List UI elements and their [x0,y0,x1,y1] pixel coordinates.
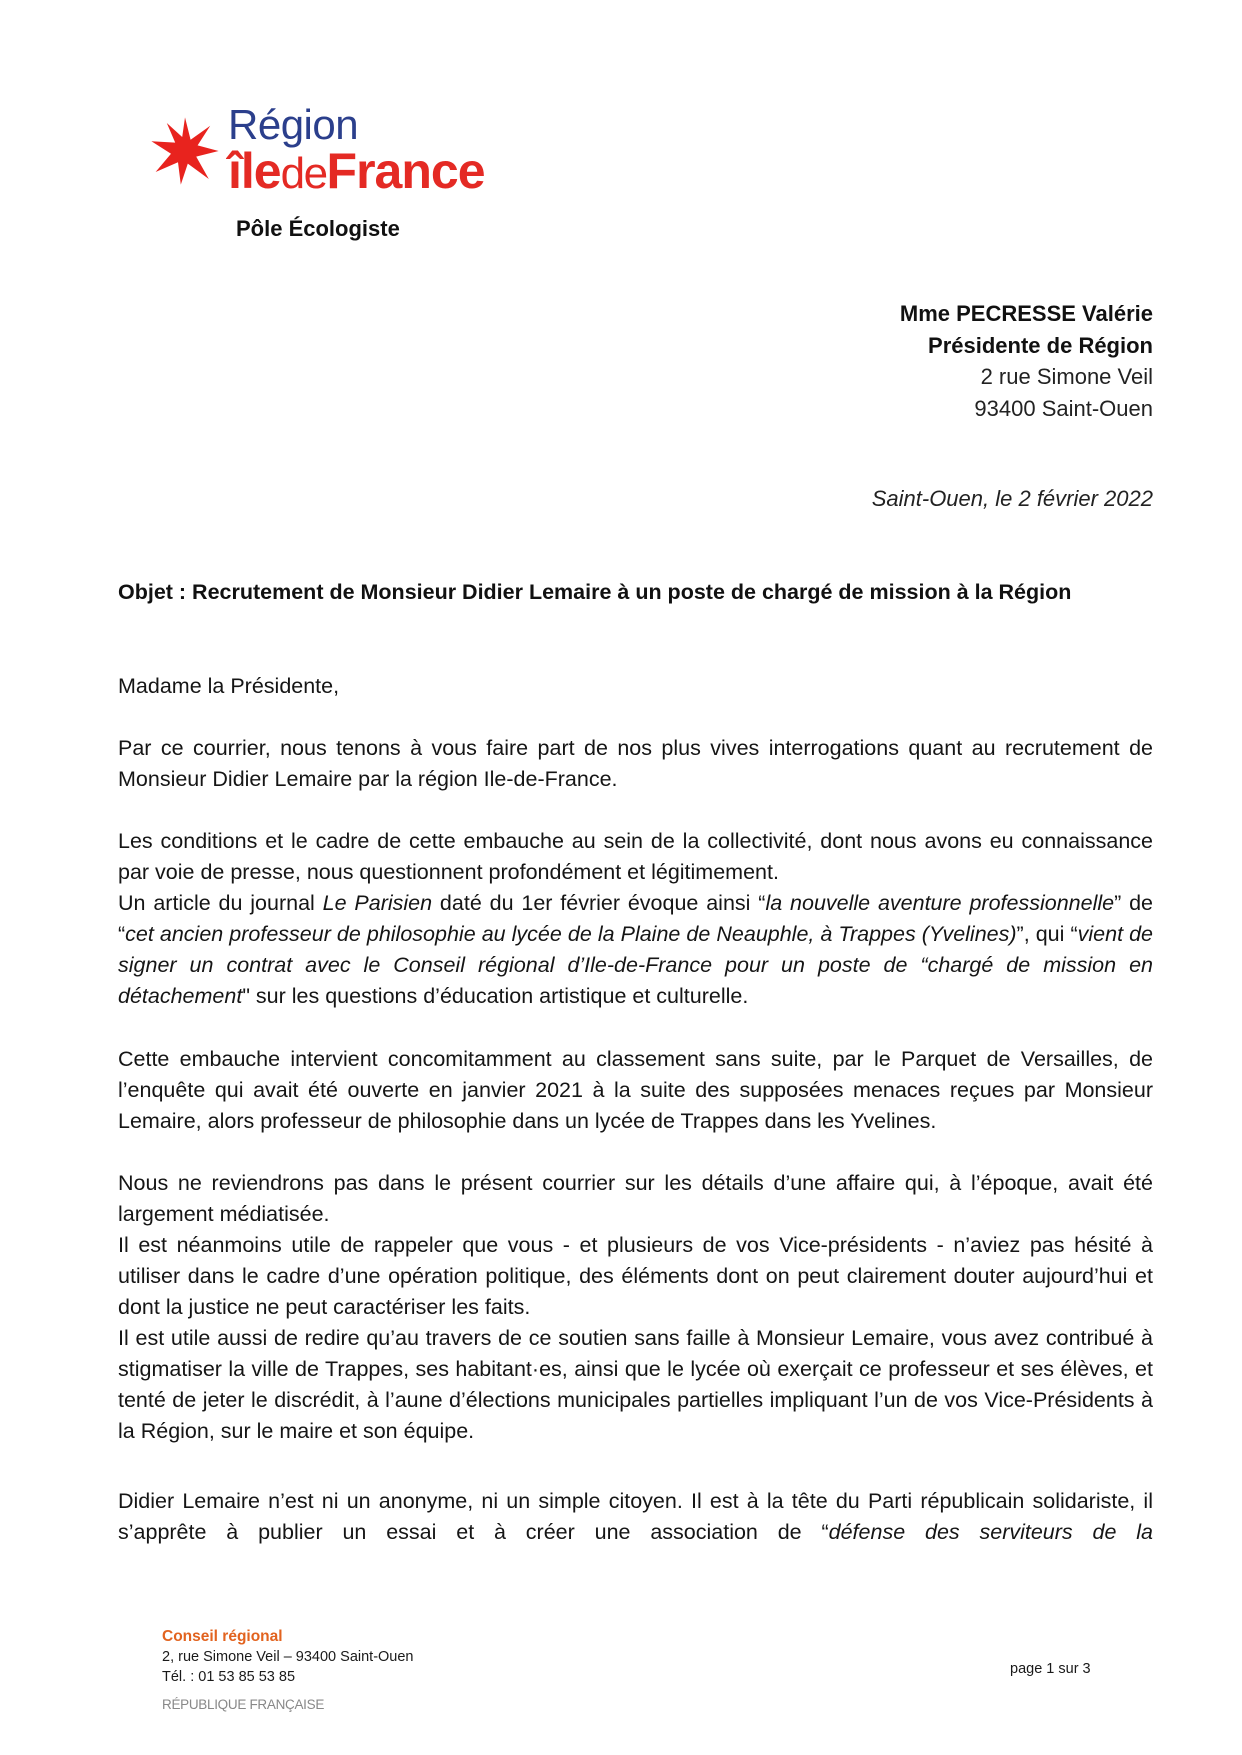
text-run: Un article du journal [118,891,323,915]
region-idf-logo [150,102,530,202]
text-run: " sur les questions d’éducation artistique et culturelle. [242,984,749,1008]
footer-address: 2, rue Simone Veil – 93400 Saint-Ouen [162,1649,414,1665]
page-indicator: page 1 sur 3 [1010,1661,1091,1677]
recipient-title: Présidente de Région [928,332,1153,358]
salutation: Madame la Présidente, [118,674,340,698]
paragraph-text: Les conditions et le cadre de cette embauche au sein de la collectivité, dont nous avons eu connaissance par voie de presse, nous questionnent profondément et légitimement. [118,829,1153,884]
logo-idf-text [228,144,485,201]
paragraph-text: Nous ne reviendrons pas dans le présent courrier sur les détails d’une affaire qui, à l’époque, avait été largement médiatisée. [118,1171,1153,1226]
text-run: Didier Lemaire n’est ni un anonyme, ni un simple citoyen. Il est à la tête du Parti républicain solidariste, il s’apprête à publier un essai et à créer une association de “ [118,1489,1153,1544]
newspaper-name: Le Parisien [322,891,433,915]
logo-ile: île [228,143,281,199]
paragraph-text: Cette embauche intervient concomitamment au classement sans suite, par le Parquet de Versailles, de l’enquête qui avait été ouverte en janvier 2021 à la suite des supposées menaces reçues par Monsieur Lemaire, alors professeur de philosophie dans un lycée de Trappes dans les Yvelines. [118,1047,1153,1133]
text-run: daté du 1er février évoque ainsi “ [432,891,766,915]
quote-text: défense des serviteurs de la [828,1520,1153,1544]
footer-republic: RÉPUBLIQUE FRANÇAISE [162,1697,325,1712]
text-run: ” de “ [118,891,1154,946]
text-run: ”, qui “ [1016,922,1078,946]
date-line: Saint-Ouen, le 2 février 2022 [871,486,1153,511]
footer-org-name: Conseil régional [162,1628,283,1645]
paragraph-1 [118,733,1153,795]
paragraph-text: Il est utile aussi de redire qu’au travers de ce soutien sans faille à Monsieur Lemaire, vous avez contribué à stigmatiser la ville de Trappes, ses habitant·es, ainsi que le lycée où exerçait ce professeur et ses élèves, et tenté de jeter le discrédit, à l’aune d’élections municipales partielles impliquant l’un de vos Vice-Présidents à la Région, sur le maire et son équipe. [118,1326,1153,1443]
quote-text: cet ancien professeur de philosophie au lycée de la Plaine de Neauphle, à Trappes (Yvelines) [125,922,1017,946]
recipient-address-line2: 93400 Saint-Ouen [974,395,1153,421]
paragraph-4 [118,1168,1153,1447]
paragraph-text-quote [118,888,1153,1012]
recipient-block [900,298,1153,424]
logo-region-text: Région [228,101,359,148]
paragraph-text [118,1486,1153,1548]
footer-contact [162,1627,414,1715]
subject-line: Objet : Recrutement de Monsieur Didier Lemaire à un poste de chargé de mission à la Région [118,580,1072,604]
quote-text: la nouvelle aventure professionnelle [765,891,1115,915]
paragraph-2 [118,826,1153,1012]
logo-de: de [280,149,327,198]
logo-france: France [326,143,485,199]
star-icon [150,116,220,186]
group-name: Pôle Écologiste [236,216,400,241]
recipient-address-line1: 2 rue Simone Veil [980,364,1153,389]
quote-text: vient de signer un contrat avec le Conseil régional d’Ile-de-France pour un poste de “chargé de mission en détachement [118,922,1153,1008]
recipient-name: Mme PECRESSE Valérie [899,301,1153,326]
footer-phone: Tél. : 01 53 85 53 85 [162,1669,296,1685]
paragraph-3 [118,1044,1153,1137]
paragraph-text: Par ce courrier, nous tenons à vous faire part de nos plus vives interrogations quant au recrutement de Monsieur Didier Lemaire par la région Ile-de-France. [118,736,1153,791]
paragraph-text: Il est néanmoins utile de rappeler que vous - et plusieurs de vos Vice-présidents - n’aviez pas hésité à utiliser dans le cadre d’une opération politique, des éléments dont on peut clairement douter aujourd’hui et dont la justice ne peut caractériser les faits. [118,1233,1153,1319]
paragraph-5 [118,1486,1153,1548]
